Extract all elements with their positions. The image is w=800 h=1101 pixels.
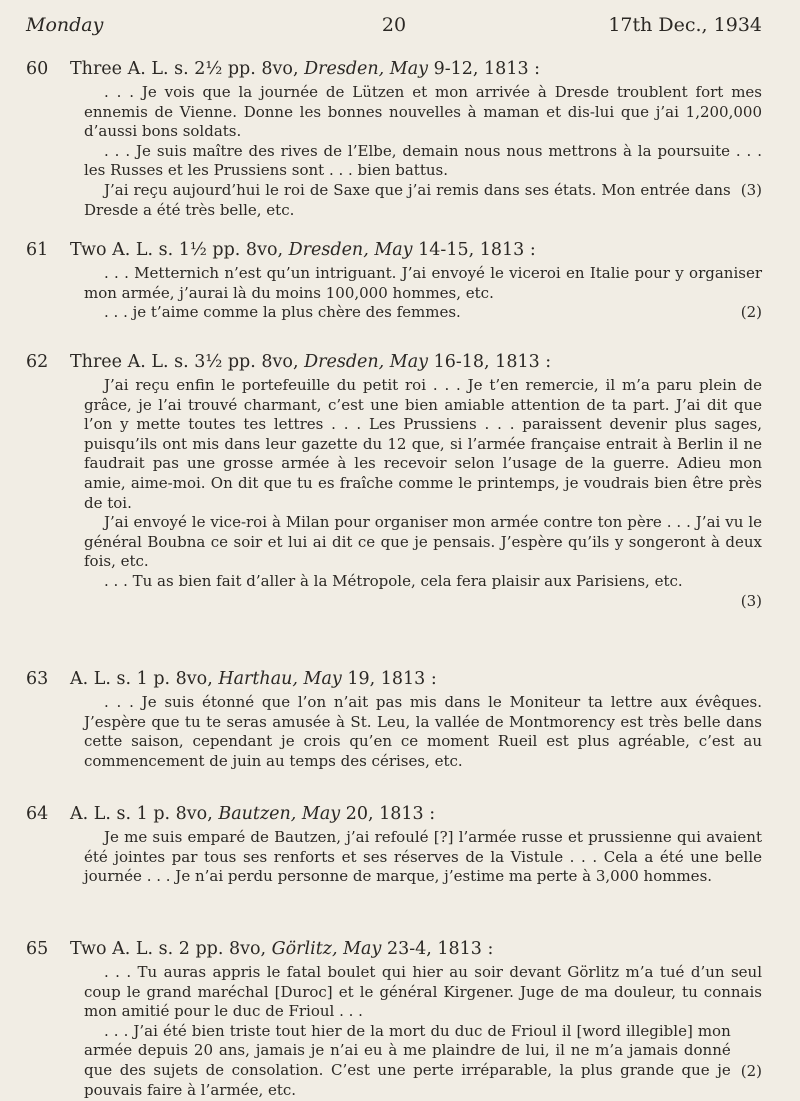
lot-paragraph bbox=[84, 303, 762, 323]
lot-format: Two A. L. s. 1½ pp. 8vo, bbox=[70, 240, 284, 260]
lot-paragraph: . . . Je suis maître des rives de l’Elbe, demain nous nous mettrons à la poursuite . . . les Russes et les Prussiens sont . . . bien battus. bbox=[84, 141, 762, 180]
lot-entry bbox=[26, 58, 762, 220]
lot-date: 14-15, 1813 : bbox=[418, 240, 536, 260]
lot-date: 9-12, 1813 : bbox=[433, 59, 541, 79]
lot-ref: (3) bbox=[740, 591, 762, 610]
lot-paragraph-text: J’ai reçu aujourd’hui le roi de Saxe que j’ai remis dans ses états. Mon entrée dans Dresde a été très belle, etc. bbox=[84, 180, 731, 219]
lot-place-date: Dresden, May bbox=[288, 240, 413, 260]
lot-paragraph: . . . Je suis étonné que l’on n’ait pas mis dans le Moniteur ta lettre aux évêques. J’espère que tu te seras amusée à St. Leu, la vallée de Montmorency est très belle dans cette saison, cependant je crois qu’en ce moment Rueil est plus agréable, c’est au commencement de juin au temps des cérises, etc. bbox=[84, 693, 762, 770]
lot-number: 63 bbox=[26, 669, 49, 689]
lot-heading bbox=[26, 58, 762, 80]
lot-place-date: Harthau, May bbox=[218, 669, 342, 689]
running-head-day: Monday bbox=[26, 14, 104, 36]
lot-heading bbox=[26, 803, 762, 825]
lot-entry bbox=[26, 351, 762, 611]
lot-description bbox=[70, 938, 493, 960]
lot-entry bbox=[26, 803, 762, 887]
lot-paragraph: . . . Tu as bien fait d’aller à la Métropole, cela fera plaisir aux Parisiens, etc. bbox=[104, 571, 683, 590]
lot-paragraph-text: . . . J’ai été bien triste tout hier de la mort du duc de Frioul il [word illegible] mon armée depuis 20 ans, jamais je n’ai eu à me plaindre de lui, il ne m’a jamais donné que des sujets de consolation. C’est une perte irréparable, la plus grande que je pouvais faire à l’armée, etc. bbox=[84, 1021, 731, 1099]
lot-entry bbox=[26, 668, 762, 771]
lot-paragraph: . . . Metternich n’est qu’un intriguant. J’ai envoyé le viceroi en Italie pour y organiser mon armée, j’aurai là du moins 100,000 hommes, etc. bbox=[84, 264, 762, 302]
lot-place-date: Bautzen, May bbox=[218, 804, 341, 824]
lot-format: Three A. L. s. 3½ pp. 8vo, bbox=[70, 352, 299, 372]
lot-paragraph bbox=[84, 1022, 762, 1100]
lot-number: 60 bbox=[26, 59, 49, 79]
lot-entry bbox=[26, 938, 762, 1100]
lot-format: A. L. s. 1 p. 8vo, bbox=[70, 804, 213, 824]
lot-place-date: Görlitz, May bbox=[271, 939, 382, 959]
lot-date: 20, 1813 : bbox=[345, 804, 436, 824]
lot-date: 23-4, 1813 : bbox=[386, 939, 494, 959]
lot-heading bbox=[26, 668, 762, 690]
lot-number: 64 bbox=[26, 804, 49, 824]
lot-paragraph bbox=[84, 592, 762, 612]
lot-body bbox=[84, 963, 762, 1100]
lot-number: 61 bbox=[26, 240, 49, 260]
lot-heading bbox=[26, 351, 762, 373]
lot-description bbox=[70, 351, 551, 373]
lot-place-date: Dresden, May bbox=[304, 59, 429, 79]
lot-description bbox=[70, 803, 435, 825]
lot-description bbox=[70, 239, 536, 261]
lot-paragraph: J’ai envoyé le vice-roi à Milan pour organiser mon armée contre ton père . . . J’ai vu le général Boubna ce soir et lui ai dit ce que je pensais. J’espère qu’ils y songeront à deux fois, etc. bbox=[84, 513, 762, 571]
page-number: 20 bbox=[381, 14, 407, 36]
lot-paragraph bbox=[84, 181, 762, 220]
lot-format: Three A. L. s. 2½ pp. 8vo, bbox=[70, 59, 299, 79]
lot-body bbox=[84, 264, 762, 323]
lot-ref: (3) bbox=[740, 180, 762, 199]
lot-paragraph: J’ai reçu enfin le portefeuille du petit roi . . . Je t’en remercie, il m’a paru plein de grâce, je l’ai trouvé charmant, c’est une bien amiable attention de ta part. J’ai dit que l’on y mette toutes tes lettres . . . Les Prussiens . . . paraissent devenir plus sages, puisqu’ils ont mis dans leur gazette du 12 que, si l’armée française entrait à Berlin il ne faudrait pas une grosse armée à les recevoir selon l’usage de la guerre. Adieu mon amie, aime-moi. On dit que tu es fraîche comme le printemps, je voudrais bien être près de toi. bbox=[84, 376, 762, 512]
lot-entry bbox=[26, 239, 762, 323]
lot-body bbox=[84, 83, 762, 220]
lot-number: 62 bbox=[26, 352, 49, 372]
running-head-date: 17th Dec., 1934 bbox=[608, 14, 762, 36]
lot-format: A. L. s. 1 p. 8vo, bbox=[70, 669, 213, 689]
lot-heading bbox=[26, 239, 762, 261]
lot-body bbox=[84, 376, 762, 611]
lot-paragraph-text: . . . je t’aime comme la plus chère des femmes. bbox=[104, 303, 461, 322]
lot-ref: (2) bbox=[740, 303, 762, 322]
lot-body bbox=[84, 693, 762, 771]
lot-heading bbox=[26, 938, 762, 960]
running-head bbox=[26, 14, 762, 38]
lot-format: Two A. L. s. 2 pp. 8vo, bbox=[70, 939, 267, 959]
lot-description bbox=[70, 58, 540, 80]
lot-date: 19, 1813 : bbox=[347, 669, 437, 689]
lot-paragraph: . . . Tu auras appris le fatal boulet qui hier au soir devant Görlitz m’a tué d’un seul coup le grand maréchal [Duroc] et le général Kirgener. Juge de ma douleur, tu connais mon amitié pour le duc de Frioul . . . bbox=[84, 963, 762, 1021]
lot-paragraph: Je me suis emparé de Bautzen, j’ai refoulé [?] l’armée russe et prussienne qui avaient été jointes par tous ses renforts et ses réserves de la Vistule . . . Cela a été une belle journée . . . Je n’ai perdu personne de marque, j’estime ma perte à 3,000 hommes. bbox=[84, 828, 762, 886]
lot-description bbox=[70, 668, 437, 690]
lot-paragraph: . . . Je vois que la journée de Lützen et mon arrivée à Dresde troublent fort mes ennemis de Vienne. Donne les bonnes nouvelles à maman et dis-lui que j’ai 1,200,000 d’aussi bons soldats. bbox=[84, 83, 762, 141]
lot-body bbox=[84, 828, 762, 887]
lot-number: 65 bbox=[26, 939, 49, 959]
lot-place-date: Dresden, May bbox=[304, 352, 429, 372]
lot-ref: (2) bbox=[740, 1061, 762, 1080]
lot-date: 16-18, 1813 : bbox=[433, 352, 552, 372]
